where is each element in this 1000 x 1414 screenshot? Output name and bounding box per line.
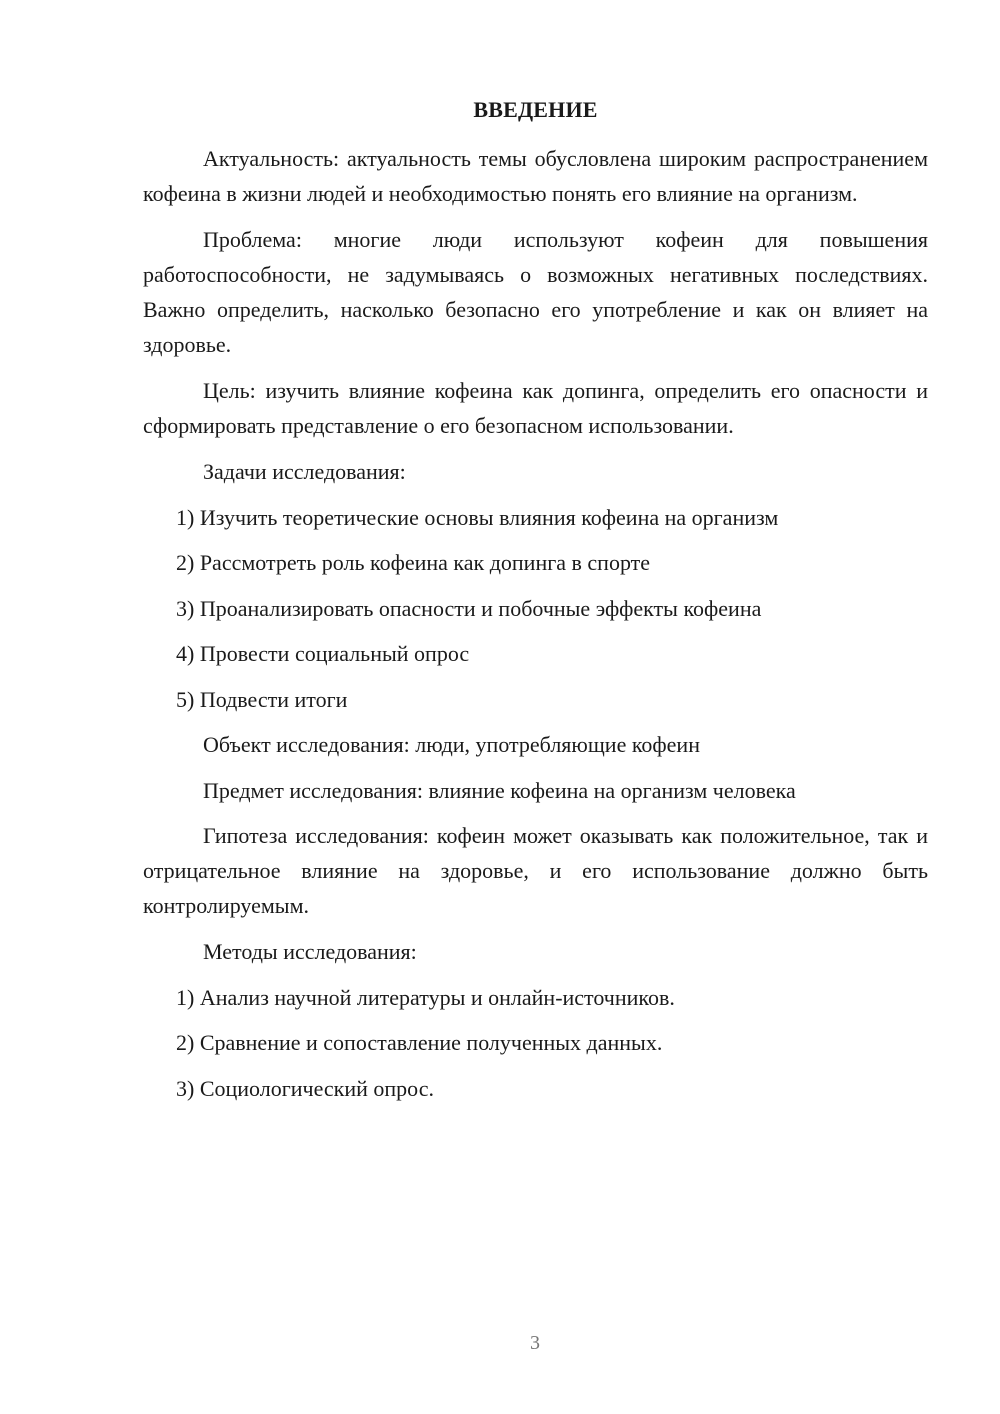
hypothesis-paragraph: Гипотеза исследования: кофеин может оказывать как положительное, так и отрицательное влияние на здоровье, и его использование должно быть контролируемым. [143,823,928,918]
section-title: ВВЕДЕНИЕ [473,97,598,122]
relevance-paragraph: Актуальность: актуальность темы обусловлена широким распространением кофеина в жизни людей и необходимостью понять его влияние на организм. [143,146,928,206]
list-item: 2) Рассмотреть роль кофеина как допинга в спорте [176,550,651,575]
goal-paragraph: Цель: изучить влияние кофеина как допинга, определить его опасности и сформировать представление о его безопасном использовании. [143,378,928,438]
research-subject: Предмет исследования: влияние кофеина на организм человека [203,777,796,803]
list-item: 4) Провести социальный опрос [176,641,470,666]
list-item: 1) Анализ научной литературы и онлайн-источников. [176,984,675,1010]
tasks-list [143,500,928,717]
list-item: 2) Сравнение и сопоставление полученных данных. [176,1030,663,1055]
research-object: Объект исследования: люди, употребляющие кофеин [203,732,700,757]
problem-paragraph: Проблема: многие люди используют кофеин для повышения работоспособности, не задумываясь о возможных негативных последствиях. Важно определить, насколько безопасно его употребление и как он влияет на здоровье. [143,227,928,357]
tasks-heading: Задачи исследования: [203,459,406,484]
list-item: 3) Социологический опрос. [176,1075,434,1101]
document-page [143,92,928,1116]
methods-list [143,980,928,1106]
list-item: 5) Подвести итоги [176,686,348,712]
list-item: 3) Проанализировать опасности и побочные эффекты кофеина [176,595,762,621]
list-item: 1) Изучить теоретические основы влияния кофеина на организм [176,504,779,530]
methods-heading: Методы исследования: [203,939,417,964]
page-number: 3 [530,1332,540,1354]
